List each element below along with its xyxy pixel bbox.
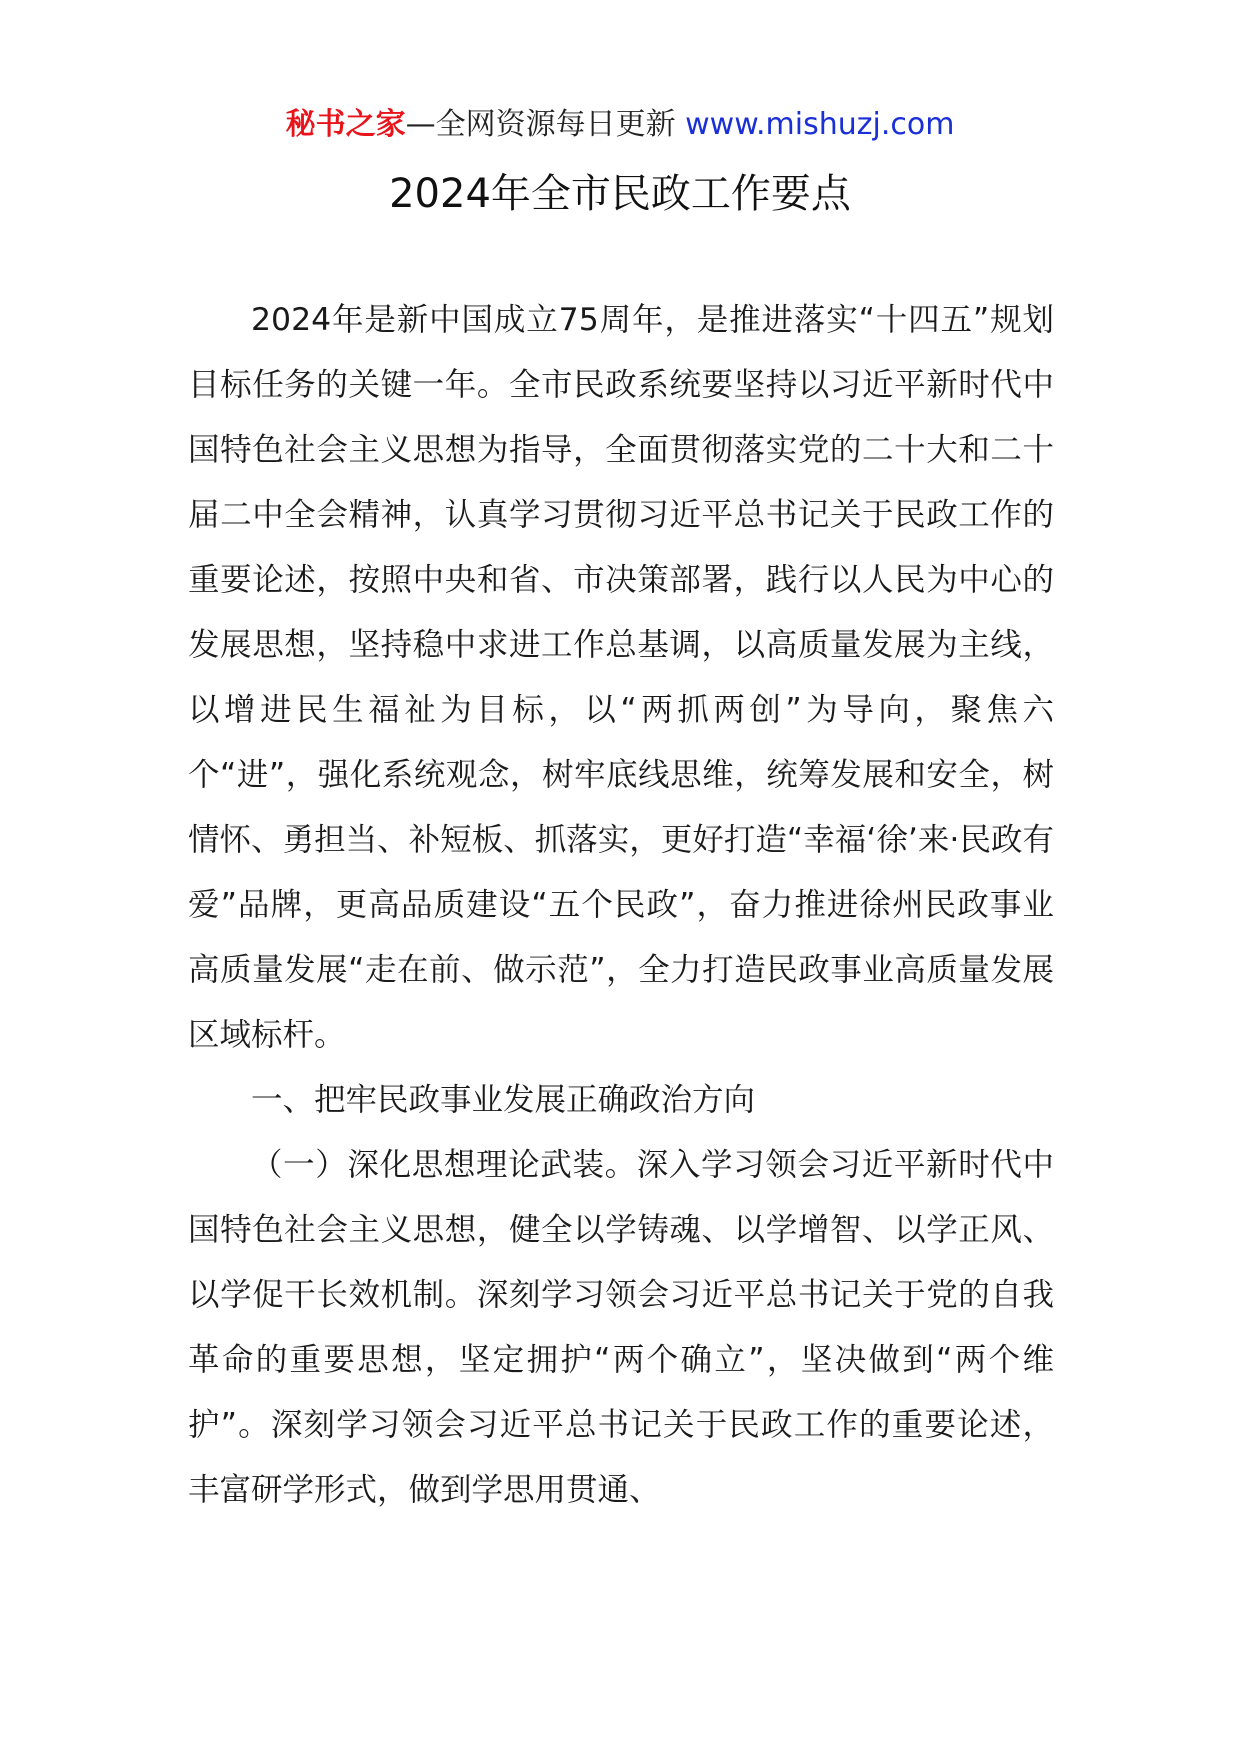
document-title: 2024年全市民政工作要点	[389, 171, 851, 217]
site-header	[0, 100, 1240, 150]
brand-name: 秘书之家	[285, 107, 406, 142]
section-heading-1: 一、把牢民政事业发展正确政治方向	[251, 1082, 756, 1118]
intro-paragraph: 2024年是新中国成立75周年，是推进落实“十四五”规划目标任务的关键一年。全市民政系统要坚持以习近平新时代中国特色社会主义思想为指导，全面贯彻落实党的二十大和二十届二中全会精神，认真学习贯彻习近平总书记关于民政工作的重要论述，按照中央和省、市决策部署，践行以人民为中心的发展思想，坚持稳中求进工作总基调，以高质量发展为主线，以增进民生福祉为目标，以“两抓两创”为导向，聚焦六个“进”，强化系统观念，树牢底线思维，统筹发展和安全，树情怀、勇担当、补短板、抓落实，更好打造“幸福‘徐’来·民政有爱”品牌，更高品质建设“五个民政”，奋力推进徐州民政事业高质量发展“走在前、做示范”，全力打造民政事业高质量发展区域标杆。	[188, 302, 1054, 1053]
document-body	[188, 288, 1054, 1523]
subsection-paragraph-1: （一）深化思想理论武装。深入学习领会习近平新时代中国特色社会主义思想，健全以学铸魂、以学增智、以学正风、以学促干长效机制。深刻学习领会习近平总书记关于党的自我革命的重要思想，坚定拥护“两个确立”，坚决做到“两个维护”。深刻学习领会习近平总书记关于民政工作的重要论述，丰富研学形式，做到学思用贯通、	[188, 1147, 1054, 1508]
header-slogan: —全网资源每日更新	[405, 107, 686, 142]
site-url-link[interactable]: www.mishuzj.com	[685, 107, 955, 142]
